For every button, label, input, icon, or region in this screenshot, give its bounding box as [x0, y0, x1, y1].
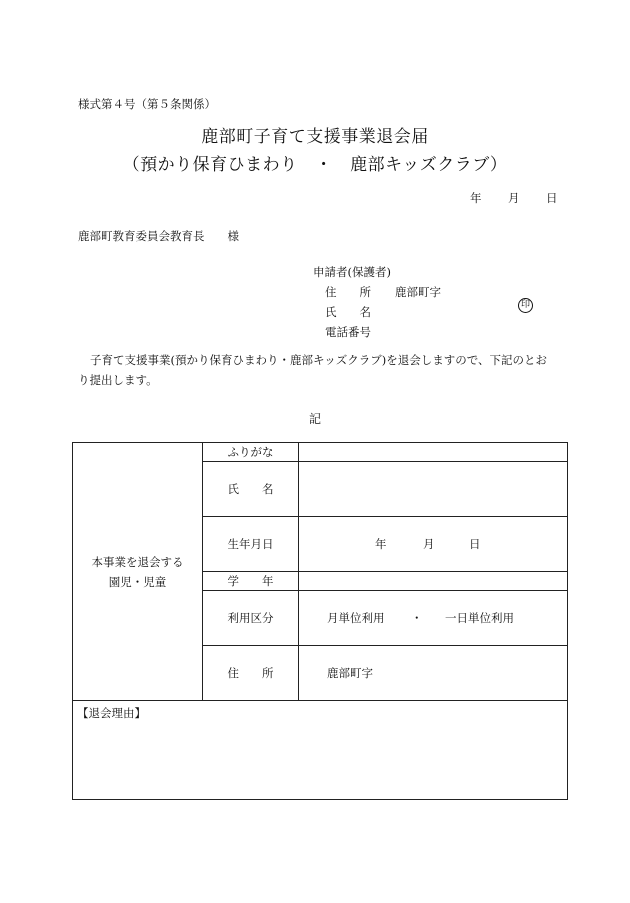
grade-label: 学 年	[203, 572, 299, 591]
date-day: 日	[546, 191, 558, 205]
group-label-line1: 本事業を退会する	[91, 554, 184, 569]
applicant-phone-label: 電話番号	[325, 325, 371, 339]
applicant-address-label: 住 所	[325, 285, 371, 299]
birth-month-label: 月	[423, 537, 435, 551]
date-month: 月	[508, 191, 520, 205]
usage-field[interactable]	[299, 591, 568, 646]
applicant-name-label: 氏 名	[325, 305, 371, 319]
usage-option-daily[interactable]: 一日単位利用	[445, 611, 514, 625]
usage-label: 利用区分	[203, 591, 299, 646]
furigana-field[interactable]	[299, 443, 568, 462]
child-address-value: 鹿部町字	[327, 666, 373, 680]
reason-label: 【退会理由】	[77, 706, 146, 720]
birthdate-label: 生年月日	[203, 517, 299, 572]
table-row	[73, 701, 568, 800]
withdrawal-form-table	[72, 442, 568, 800]
applicant-address-value: 鹿部町字	[395, 285, 441, 299]
applicant-phone-row	[313, 322, 441, 342]
seal-mark: 印	[518, 298, 533, 313]
applicant-address-row	[313, 282, 441, 302]
child-name-field[interactable]	[299, 462, 568, 517]
date-line	[470, 190, 558, 206]
child-address-label: 住 所	[203, 646, 299, 701]
applicant-heading: 申請者(保護者)	[313, 265, 391, 279]
group-label-line2: 園児・児童	[108, 574, 167, 589]
addressee: 鹿部町教育委員会教育長 様	[78, 229, 239, 243]
applicant-block	[313, 262, 441, 342]
form-number: 様式第４号（第５条関係）	[78, 97, 216, 111]
child-name-label: 氏 名	[203, 462, 299, 517]
table-row	[73, 443, 568, 462]
birth-day-label: 日	[469, 537, 481, 551]
document-title: 鹿部町子育て支援事業退会届	[201, 127, 429, 147]
usage-option-monthly[interactable]: 月単位利用	[327, 611, 385, 625]
applicant-name-row	[313, 302, 441, 322]
body-text: 子育て支援事業(預かり保育ひまわり・鹿部キッズクラブ)を退会しますので、下記のとおり提出します。	[78, 353, 548, 387]
reason-field[interactable]	[73, 701, 568, 800]
ki-heading: 記	[308, 412, 321, 426]
grade-field[interactable]	[299, 572, 568, 591]
date-year: 年	[470, 191, 482, 205]
birth-year-label: 年	[375, 537, 387, 551]
child-address-field[interactable]	[299, 646, 568, 701]
birthdate-field[interactable]	[299, 517, 568, 572]
group-label-cell	[73, 443, 203, 701]
document-subtitle: （預かり保育ひまわり ・ 鹿部キッズクラブ）	[122, 155, 508, 175]
furigana-label: ふりがな	[203, 443, 299, 462]
usage-separator: ・	[411, 611, 423, 625]
